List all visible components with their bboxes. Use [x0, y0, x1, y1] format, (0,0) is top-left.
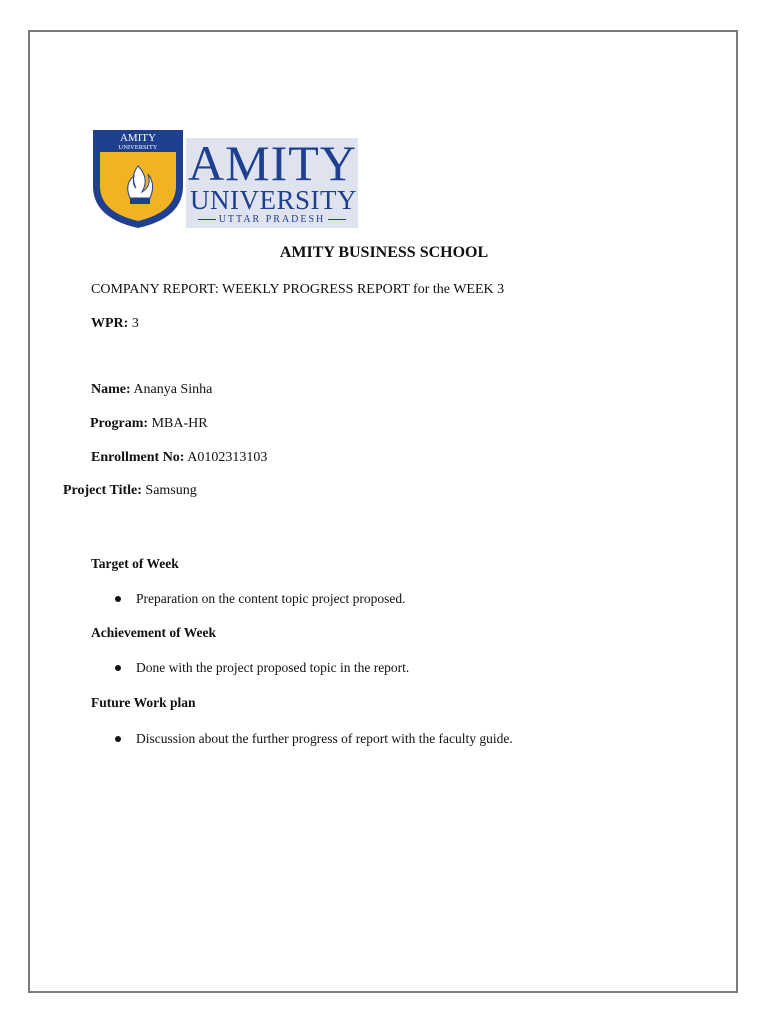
logo-wordmark [186, 135, 358, 228]
bullet-item-achievement [136, 660, 409, 676]
logo-word-state: UTTAR PRADESH [186, 214, 358, 226]
crest-text-amity: AMITY [119, 132, 157, 144]
school-title: AMITY BUSINESS SCHOOL [279, 244, 489, 261]
name-line [91, 382, 212, 398]
bullet-item-future [136, 731, 513, 747]
amity-logo [90, 126, 358, 230]
enrollment-label: Enrollment No: [91, 450, 185, 465]
section-heading-target: Target of Week [91, 556, 179, 571]
bullet-text: Done with the project proposed topic in the report. [136, 660, 410, 675]
project-title-label: Project Title: [63, 483, 142, 498]
report-line: COMPANY REPORT: WEEKLY PROGRESS REPORT for the WEEK 3 [91, 282, 505, 297]
wpr-label: WPR: [91, 316, 129, 331]
section-heading-future: Future Work plan [91, 695, 196, 710]
logo-word-university: UNIVERSITY [190, 185, 357, 215]
name-label: Name: [91, 382, 131, 397]
enrollment-value: A0102313103 [187, 450, 268, 465]
program-line [90, 416, 208, 432]
bullet-dot-icon [115, 736, 121, 742]
wpr-line [91, 316, 139, 332]
logo-word-amity: AMITY [188, 135, 357, 191]
bullet-item-target [136, 591, 406, 607]
bullet-dot-icon [115, 665, 121, 671]
program-value: MBA-HR [151, 416, 208, 431]
project-title-line [63, 483, 197, 499]
bullet-text: Discussion about the further progress of report with the faculty guide. [136, 731, 513, 746]
wpr-value: 3 [131, 316, 139, 331]
enrollment-line [91, 450, 267, 466]
project-title-value: Samsung [145, 483, 197, 498]
program-label: Program: [90, 416, 149, 431]
crest-icon [90, 126, 186, 230]
name-value: Ananya Sinha [133, 382, 213, 397]
bullet-text: Preparation on the content topic project proposed. [136, 591, 406, 606]
bullet-dot-icon [115, 596, 121, 602]
crest-text-university: UNIVERSITY [118, 144, 158, 151]
section-heading-achievement: Achievement of Week [91, 625, 216, 640]
